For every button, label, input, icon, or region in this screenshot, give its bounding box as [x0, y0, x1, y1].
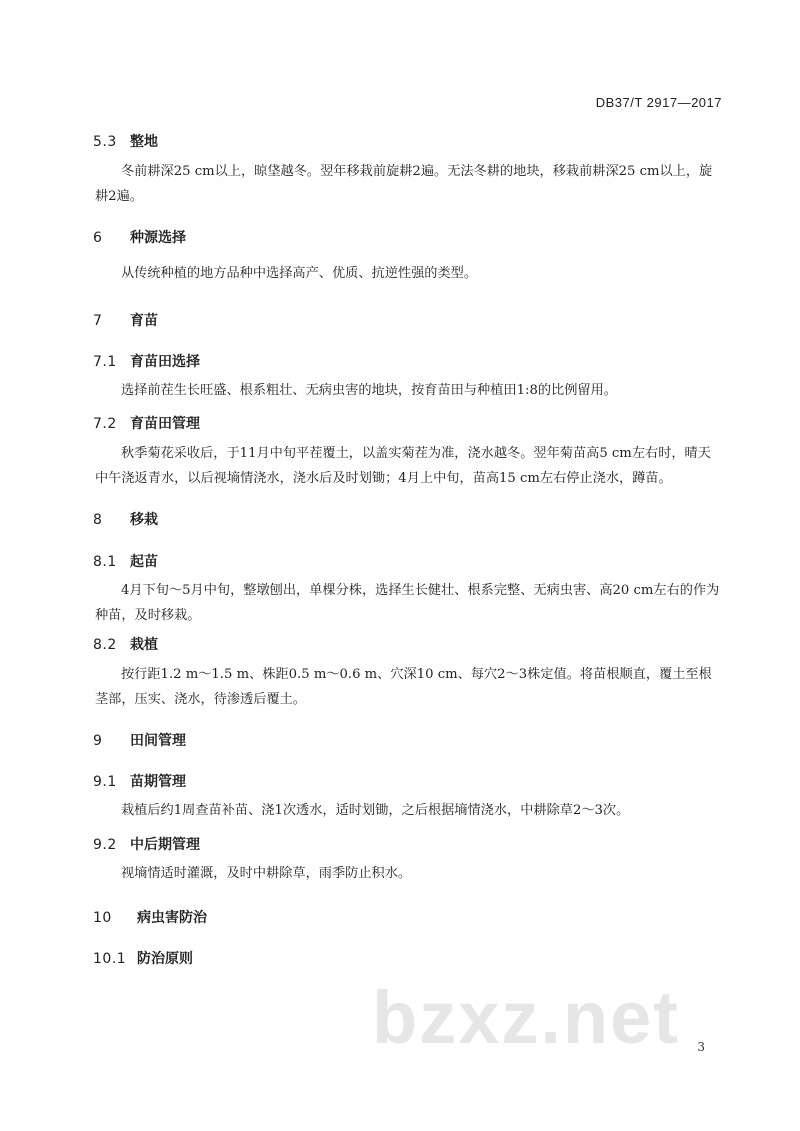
heading-10: [93, 907, 207, 927]
section-title: 移栽: [130, 512, 158, 528]
heading-9: [93, 730, 186, 750]
paragraph-6: 从传统种植的地方品种中选择高产、优质、抗逆性强的类型。: [121, 266, 478, 281]
section-number: 7.2: [93, 416, 117, 432]
paragraph-9-1: 栽植后约1周查苗补苗、浇1次透水，适时划锄，之后根据墒情浇水，中耕除草2～3次。: [121, 803, 630, 818]
heading-7-1: [93, 351, 200, 371]
section-number: 8: [93, 512, 103, 528]
section-number: 10.1: [93, 951, 127, 967]
paragraph-9-2: 视墒情适时灌溉，及时中耕除草，雨季防止积水。: [121, 866, 412, 881]
section-title: 病虫害防治: [137, 910, 207, 926]
section-title: 育苗: [130, 313, 158, 329]
heading-7: [93, 310, 158, 330]
paragraph-8-2: 按行距1.2 m～1.5 m、株距0.5 m～0.6 m、穴深10 cm、每穴2～3株定值。将苗根顺直，覆土至根茎部，压实、浇水，待渗透后覆土。: [95, 667, 712, 707]
section-title: 苗期管理: [130, 774, 186, 790]
section-number: 7: [93, 313, 103, 329]
heading-5-3: [93, 131, 158, 151]
section-number: 8.1: [93, 554, 117, 570]
section-number: 6: [93, 230, 103, 246]
section-title: 育苗田选择: [130, 354, 200, 370]
section-number: 5.3: [93, 134, 117, 150]
section-title: 整地: [130, 134, 158, 150]
section-number: 7.1: [93, 354, 117, 370]
paragraph-7-1: 选择前茬生长旺盛、根系粗壮、无病虫害的地块，按育苗田与种植田1:8的比例留用。: [121, 383, 617, 398]
section-title: 种源选择: [130, 230, 186, 246]
section-number: 10: [93, 910, 112, 926]
paragraph-8-1: 4月下旬～5月中旬，整墩刨出，单棵分株，选择生长健壮、根系完整、无病虫害、高20 cm左右的作为种苗，及时移栽。: [95, 583, 720, 623]
heading-8-2: [93, 634, 158, 654]
section-title: 育苗田管理: [130, 416, 200, 432]
section-number: 9.2: [93, 837, 117, 853]
section-title: 起苗: [130, 554, 158, 570]
heading-7-2: [93, 413, 200, 433]
heading-6: [93, 227, 186, 247]
heading-9-2: [93, 834, 200, 854]
section-number: 9.1: [93, 774, 117, 790]
paragraph-7-2: 秋季菊花采收后，于11月中旬平茬覆土，以盖实菊茬为准，浇水越冬。翌年菊苗高5 cm左右时，晴天中午浇返青水，以后视墒情浇水，浇水后及时划锄；4月上中旬，苗高15 cm左右停止浇水，蹲苗。: [95, 446, 711, 486]
heading-8-1: [93, 551, 158, 571]
section-number: 8.2: [93, 637, 117, 653]
section-title: 防治原则: [137, 951, 193, 967]
section-title: 中后期管理: [130, 837, 200, 853]
section-number: 9: [93, 733, 103, 749]
section-title: 栽植: [130, 637, 158, 653]
watermark: bzxz.net: [372, 976, 680, 1059]
standard-code: DB37/T 2917—2017: [595, 95, 722, 110]
paragraph-5-3: 冬前耕深25 cm以上，晾垡越冬。翌年移栽前旋耕2遍。无法冬耕的地块，移栽前耕深25 cm以上，旋耕2遍。: [95, 164, 713, 204]
section-title: 田间管理: [130, 733, 186, 749]
heading-10-1: [93, 948, 193, 968]
heading-8: [93, 509, 158, 529]
page-number: 3: [697, 1040, 705, 1054]
heading-9-1: [93, 771, 186, 791]
